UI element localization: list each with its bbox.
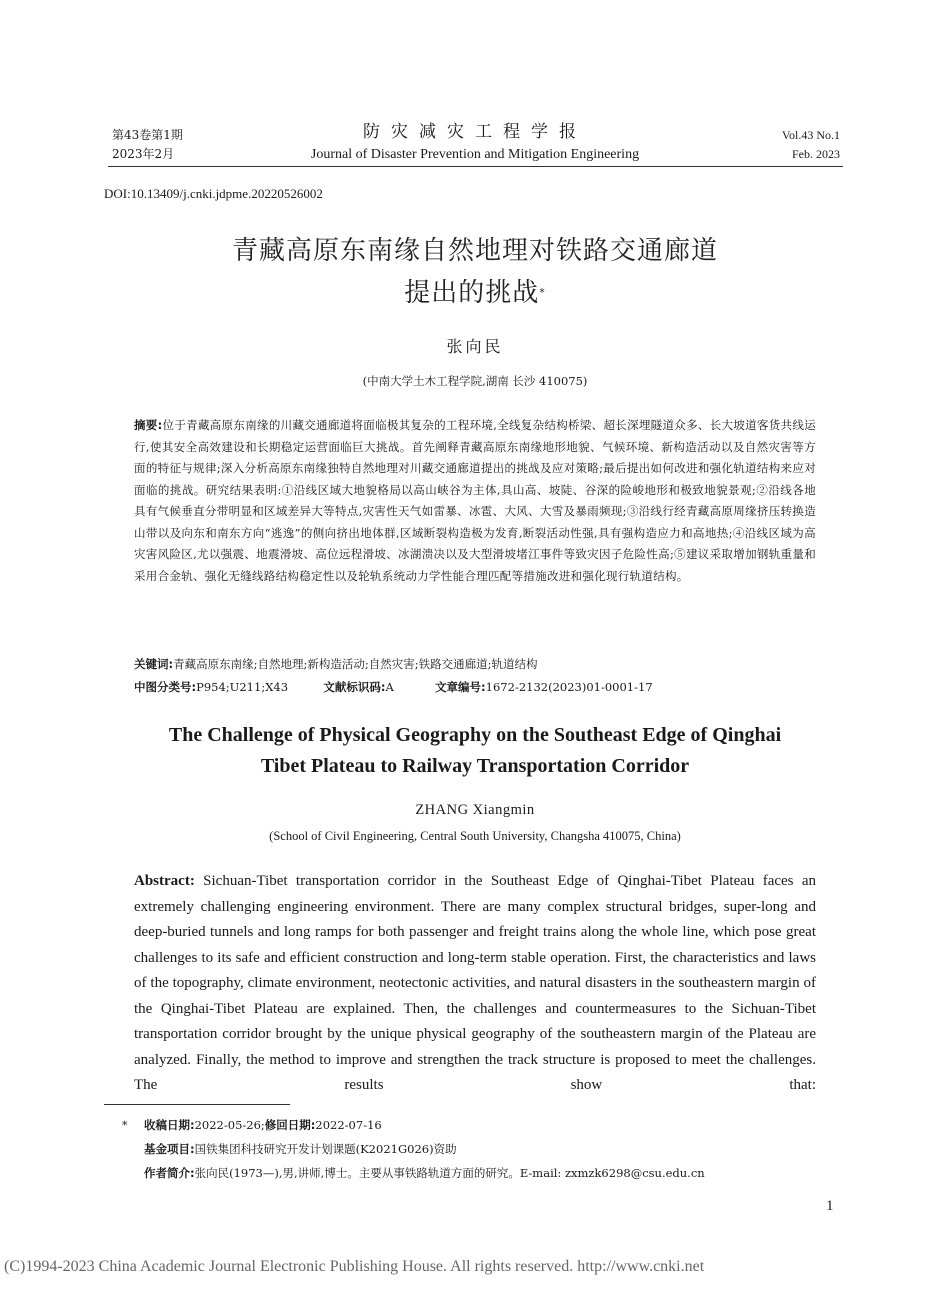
article-title-cn [0, 230, 950, 314]
author-en: ZHANG Xiangmin [415, 802, 535, 818]
header-volume-en [782, 126, 840, 164]
header-rule [108, 166, 843, 167]
date-en: Feb. 2023 [792, 147, 840, 161]
footnote-fund [144, 1139, 457, 1159]
abstract-cn-text: 位于青藏高原东南缘的川藏交通廊道将面临极其复杂的工程环境,全线复杂结构桥梁、超长深埋隧道众多、长大坡道客货共线运行,使其安全高效建设和长期稳定运营面临巨大挑战。首先阐释青藏高原东南缘地形地貌、气候环境、新构造活动以及自然灾害等方面的特征与规律;深入分析高原东南缘独特自然地理对川藏交通廊道提出的挑战及应对策略;最后提出如何改进和强化轨道结构来应对面临的挑战。研究结果表明:①沿线区域大地貌格局以高山峡谷为主体,具山高、坡陡、谷深的险峻地形和极致地貌景观;②沿线各地具有气候垂直分带明显和区域差异大等特点,灾害性天气如雷暴、冰雹、大风、大雪及暴雨频现;③沿线行经青藏高原周缘挤压转换造山带以及向东和南东方向“逃逸”的侧向挤出地体群,区域断裂构造极为发育,断裂活动性强,具有强构造应力和高地热;④沿线区域为高灾害风险区,尤以强震、地震滑坡、高位远程滑坡、冰湖溃决以及大型滑坡堵江事件等致灾因子危险性高;⑤建议采取增加钢轨重量和采用合金轨、强化无缝线路结构稳定性以及轮轨系统动力学性能合理匹配等措施改进和强化现行轨道结构。 [134, 418, 817, 583]
title-en-line1: The Challenge of Physical Geography on the Southeast Edge of Qinghai [168, 724, 782, 746]
title-footnote-mark: * [539, 286, 546, 299]
footnote-dates [144, 1115, 382, 1135]
abstract-en [134, 869, 816, 1099]
footnote-star: * [122, 1119, 128, 1132]
keywords-cn [134, 654, 537, 674]
fund-label: 基金项目: [144, 1142, 195, 1156]
copyright-notice: (C)1994-2023 China Academic Journal Electronic Publishing House. All rights reserved. http://www.cnki.net [4, 1258, 705, 1275]
article-no-label: 文章编号: [435, 680, 486, 694]
bio-label: 作者简介: [144, 1166, 195, 1180]
title-cn-line1: 青藏高原东南缘自然地理对铁路交通廊道 [231, 236, 718, 266]
author-cn: 张向民 [446, 337, 504, 356]
title-cn-line2: 提出的挑战* [404, 278, 546, 308]
affiliation-en: (School of Civil Engineering, Central South University, Changsha 410075, China) [269, 829, 681, 843]
article-no-value: 1672-2132(2023)01-0001-17 [485, 680, 653, 694]
doc-code-label: 文献标识码: [323, 680, 386, 694]
classification-line [134, 677, 834, 697]
title-en-line2: Tibet Plateau to Railway Transportation Corridor [260, 755, 690, 777]
volume-issue-en: Vol.43 No.1 [781, 128, 840, 142]
affiliation-cn: (中南大学土木工程学院,湖南 长沙 410075) [362, 374, 588, 388]
received-label: 收稿日期: [144, 1118, 195, 1132]
footnote-bio [144, 1163, 705, 1183]
page-number: 1 [826, 1198, 834, 1214]
doc-code-value: A [385, 680, 394, 694]
article-title-en [0, 720, 950, 782]
received-value: 2022-05-26; [194, 1118, 265, 1132]
bio-value: 张向民(1973—),男,讲师,博士。主要从事铁路轨道方面的研究。E-mail: zxmzk6298@csu.edu.cn [194, 1166, 705, 1180]
revised-label: 修回日期: [264, 1118, 316, 1132]
footnote-rule [104, 1104, 290, 1105]
doi: DOI:10.13409/j.cnki.jdpme.20220526002 [104, 186, 323, 201]
clc-value: P954;U211;X43 [196, 680, 289, 694]
journal-title-en: Journal of Disaster Prevention and Mitigation Engineering [310, 147, 640, 162]
journal-title-cn: 防灾减灾工程学报 [363, 122, 587, 142]
abstract-en-text: Sichuan-Tibet transportation corridor in the Southeast Edge of Qinghai-Tibet Plateau faces an extremely challenging engineering environment. There are many complex structural bridges, super-long and deep-buried tunnels and long ramps for both passenger and freight trains along the whole line, which pose great challenges to its safe and efficient construction and long-term stable operation. First, the characteristics and laws of the topography, climate environment, neotectonic activities, and natural disasters in the southeastern margin of the Qinghai-Tibet Plateau are explained. Then, the challenges and countermeasures to the Sichuan-Tibet transportation corridor brought by the unique physical geography of the southeastern margin of the Plateau are analyzed. Finally, the method to improve and strengthen the track structure is proposed to meet the challenges. The results show that: [134, 873, 816, 1093]
abstract-cn [134, 415, 816, 587]
volume-issue-cn: 第43卷第1期 [112, 128, 183, 142]
abstract-cn-label: 摘要: [134, 418, 163, 432]
date-cn: 2023年2月 [112, 147, 175, 161]
revised-value: 2022-07-16 [315, 1118, 382, 1132]
abstract-en-label: Abstract: [134, 873, 195, 889]
clc-label: 中图分类号: [134, 680, 197, 694]
keywords-text: 青藏高原东南缘;自然地理;新构造活动;自然灾害;铁路交通廊道;轨道结构 [173, 657, 538, 671]
keywords-label: 关键词: [134, 657, 174, 671]
fund-value: 国铁集团科技研究开发计划课题(K2021G026)资助 [194, 1142, 457, 1156]
